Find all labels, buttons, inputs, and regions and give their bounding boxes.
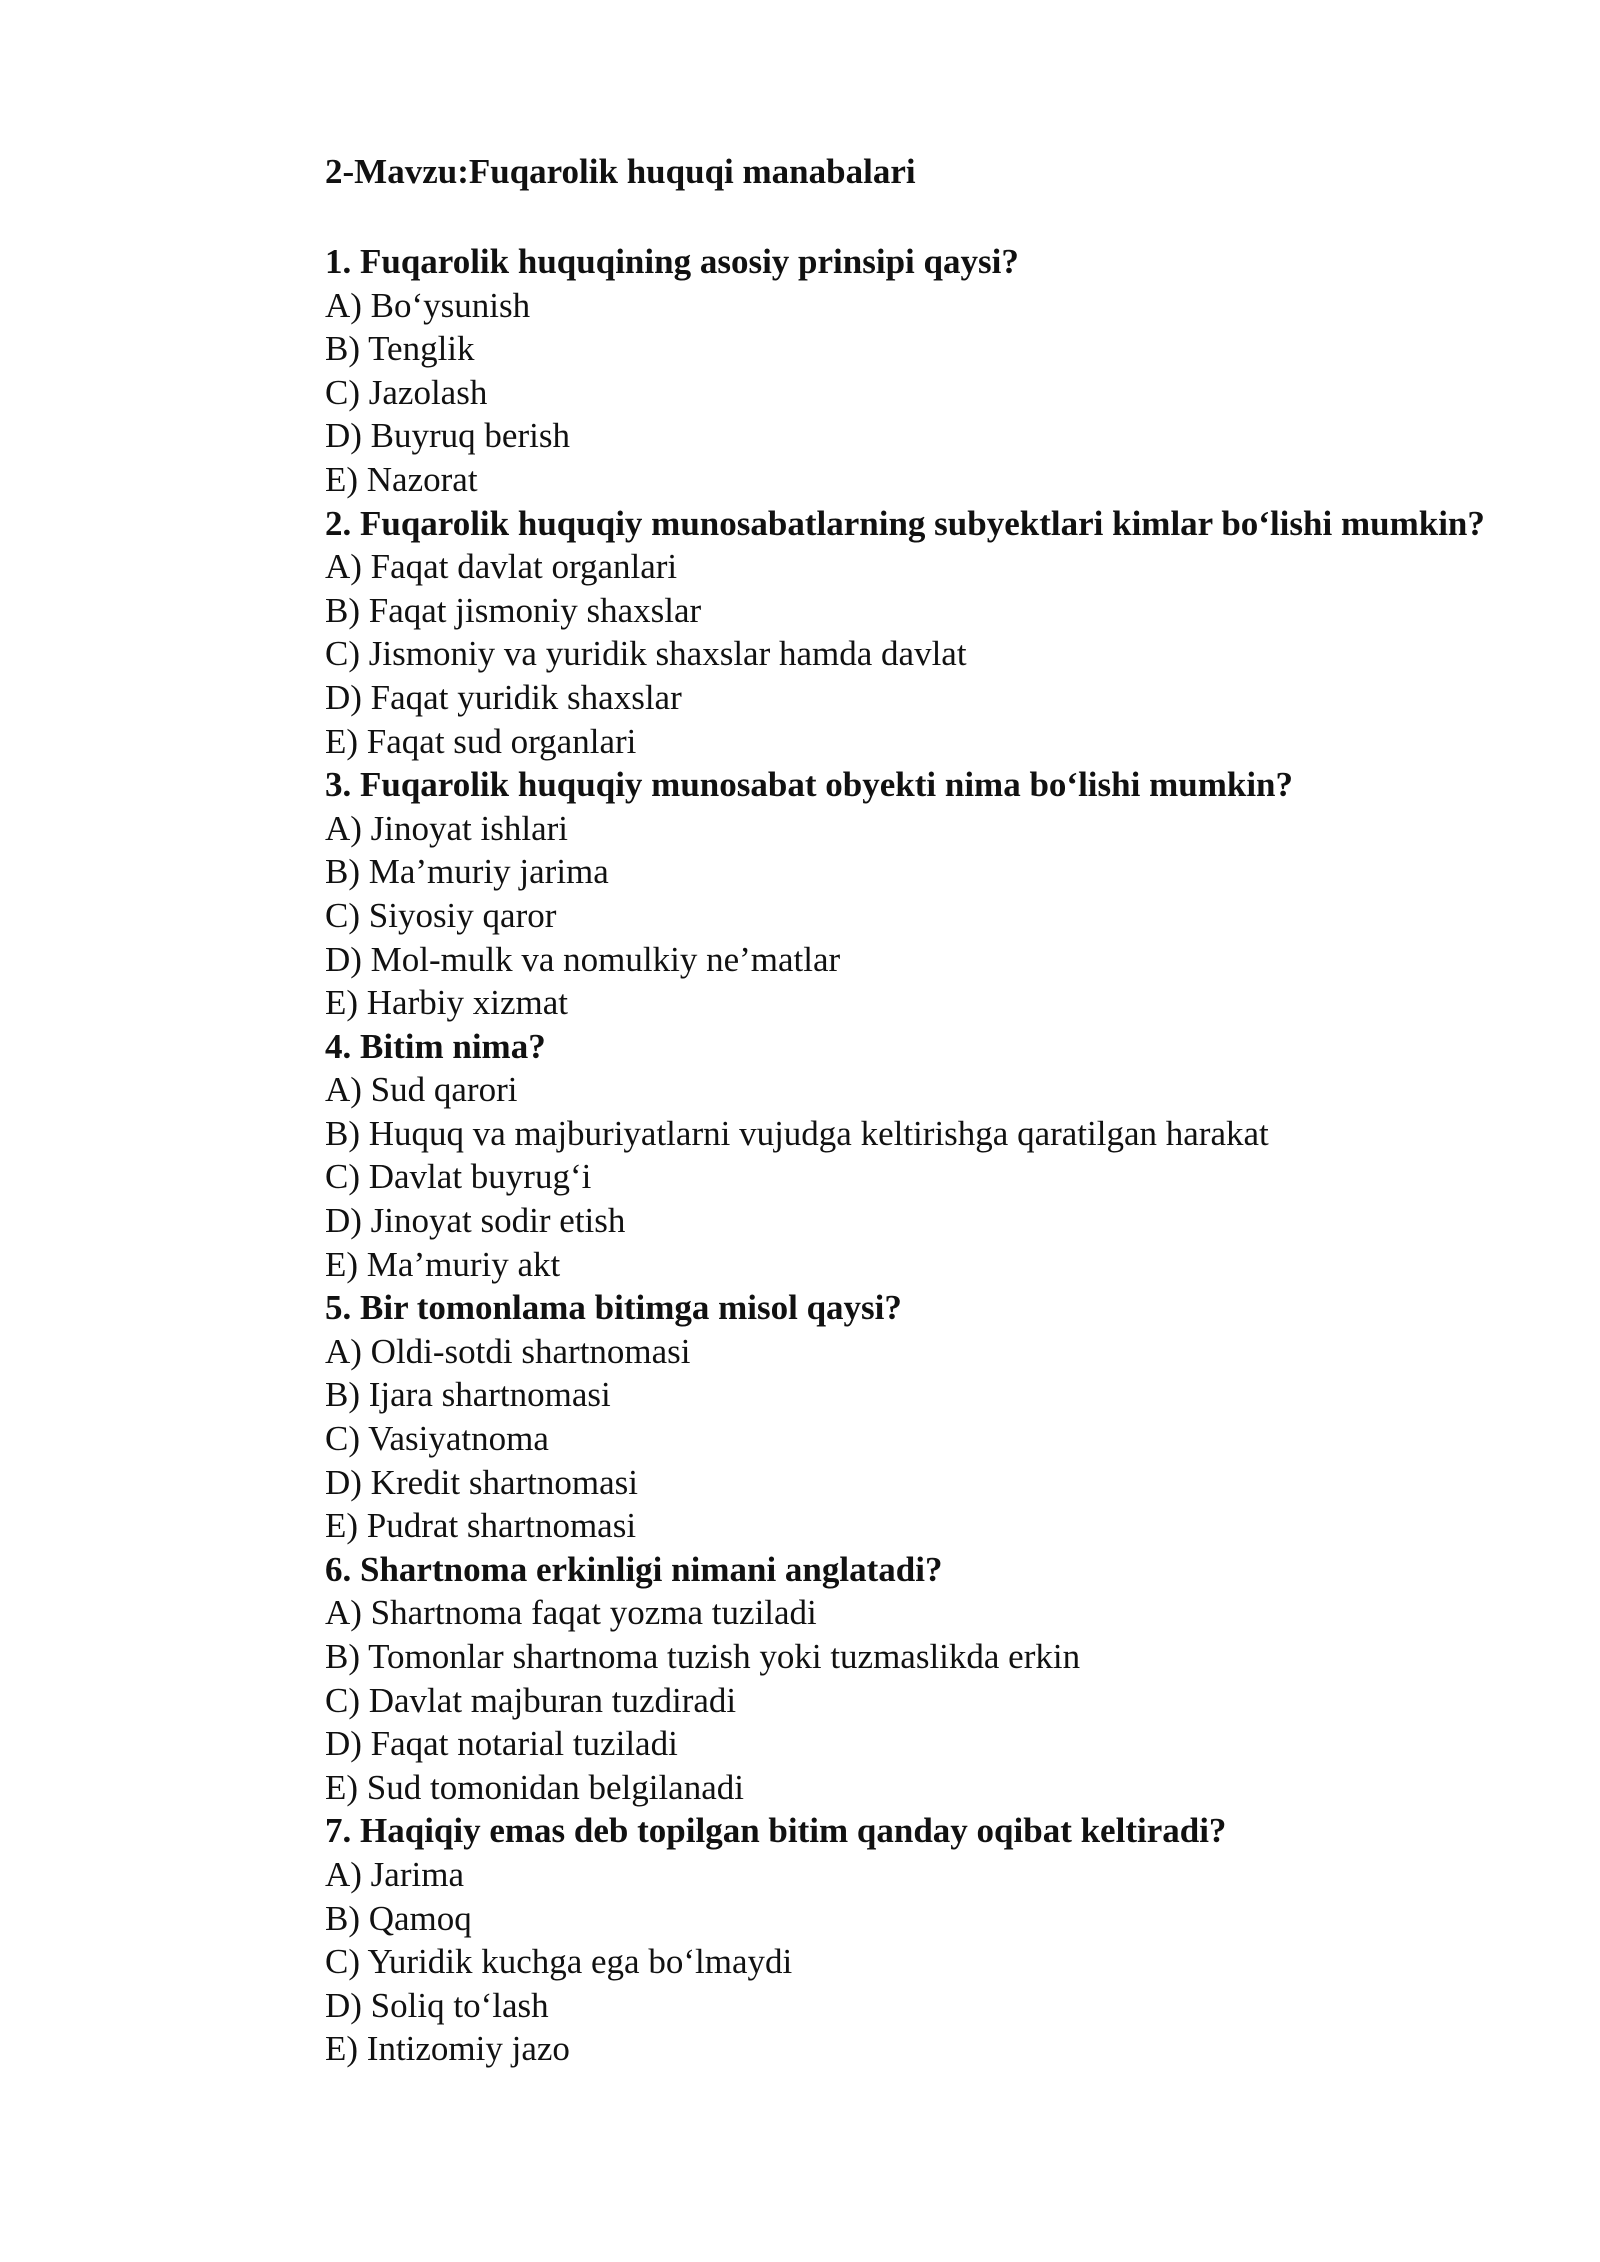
answer-option-c: C) Davlat majburan tuzdiradi: [325, 1680, 737, 1720]
question-text: 4. Bitim nima?: [325, 1026, 546, 1066]
answer-option-e: E) Pudrat shartnomasi: [325, 1506, 637, 1546]
answer-option-e: E) Nazorat: [325, 459, 478, 499]
answer-option-d: D) Mol-mulk va nomulkiy ne’matlar: [325, 939, 841, 979]
answer-option-a: A) Faqat davlat organlari: [325, 547, 678, 587]
question-3: [230, 763, 1495, 1025]
question-list: [230, 240, 1495, 2071]
answer-option-c: C) Siyosiy qaror: [325, 895, 557, 935]
answer-option-d: D) Soliq to‘lash: [325, 1985, 549, 2025]
answer-option-b: B) Faqat jismoniy shaxslar: [325, 590, 702, 630]
answer-option-e: E) Sud tomonidan belgilanadi: [325, 1767, 744, 1807]
question-4: [230, 1025, 1495, 1287]
answer-option-c: C) Vasiyatnoma: [325, 1419, 549, 1459]
question-7: [230, 1809, 1495, 2071]
question-text: 1. Fuqarolik huquqining asosiy prinsipi qaysi?: [325, 242, 1019, 281]
answer-option-e: E) Ma’muriy akt: [325, 1244, 561, 1284]
answer-option-c: C) Davlat buyrug‘i: [325, 1157, 592, 1197]
answer-option-b: B) Ma’muriy jarima: [325, 852, 609, 892]
answer-option-e: E) Harbiy xizmat: [325, 983, 568, 1023]
question-text: 2. Fuqarolik huquqiy munosabatlarning subyektlari kimlar bo‘lishi mumkin?: [325, 503, 1485, 543]
answer-option-e: E) Faqat sud organlari: [325, 721, 637, 761]
question-text: 7. Haqiqiy emas deb topilgan bitim qanday oqibat keltiradi?: [325, 1811, 1227, 1851]
answer-option-a: A) Jinoyat ishlari: [325, 808, 569, 848]
answer-option-b: B) Tomonlar shartnoma tuzish yoki tuzmaslikda erkin: [325, 1637, 1081, 1676]
answer-option-a: A) Oldi-sotdi shartnomasi: [325, 1331, 691, 1371]
answer-option-e: E) Intizomiy jazo: [325, 2029, 570, 2069]
question-text: 3. Fuqarolik huquqiy munosabat obyekti nima bo‘lishi mumkin?: [325, 765, 1294, 805]
answer-option-c: C) Jismoniy va yuridik shaxslar hamda davlat: [325, 634, 967, 674]
question-2: [230, 502, 1495, 764]
question-6: [230, 1548, 1495, 1810]
answer-option-a: A) Jarima: [325, 1854, 464, 1894]
question-1: [230, 240, 1495, 502]
answer-option-a: A) Sud qarori: [325, 1070, 518, 1110]
answer-option-c: C) Yuridik kuchga ega bo‘lmaydi: [325, 1942, 793, 1982]
answer-option-b: B) Ijara shartnomasi: [325, 1375, 611, 1415]
answer-option-b: B) Huquq va majburiyatlarni vujudga keltirishga qaratilgan harakat: [325, 1113, 1269, 1153]
question-text: 6. Shartnoma erkinligi nimani anglatadi?: [325, 1549, 943, 1589]
answer-option-a: A) Bo‘ysunish: [325, 285, 531, 325]
question-5: [230, 1286, 1495, 1548]
answer-option-d: D) Jinoyat sodir etish: [325, 1201, 626, 1241]
answer-option-b: B) Tenglik: [325, 329, 475, 369]
answer-option-b: B) Qamoq: [325, 1898, 472, 1938]
question-text: 5. Bir tomonlama bitimga misol qaysi?: [325, 1288, 902, 1328]
answer-option-c: C) Jazolash: [325, 372, 488, 412]
answer-option-a: A) Shartnoma faqat yozma tuziladi: [325, 1593, 817, 1633]
answer-option-d: D) Faqat yuridik shaxslar: [325, 677, 682, 717]
answer-option-d: D) Faqat notarial tuziladi: [325, 1724, 678, 1764]
document-title: 2-Mavzu:Fuqarolik huquqi manabalari: [325, 152, 916, 191]
answer-option-d: D) Kredit shartnomasi: [325, 1462, 638, 1502]
answer-option-d: D) Buyruq berish: [325, 416, 570, 456]
